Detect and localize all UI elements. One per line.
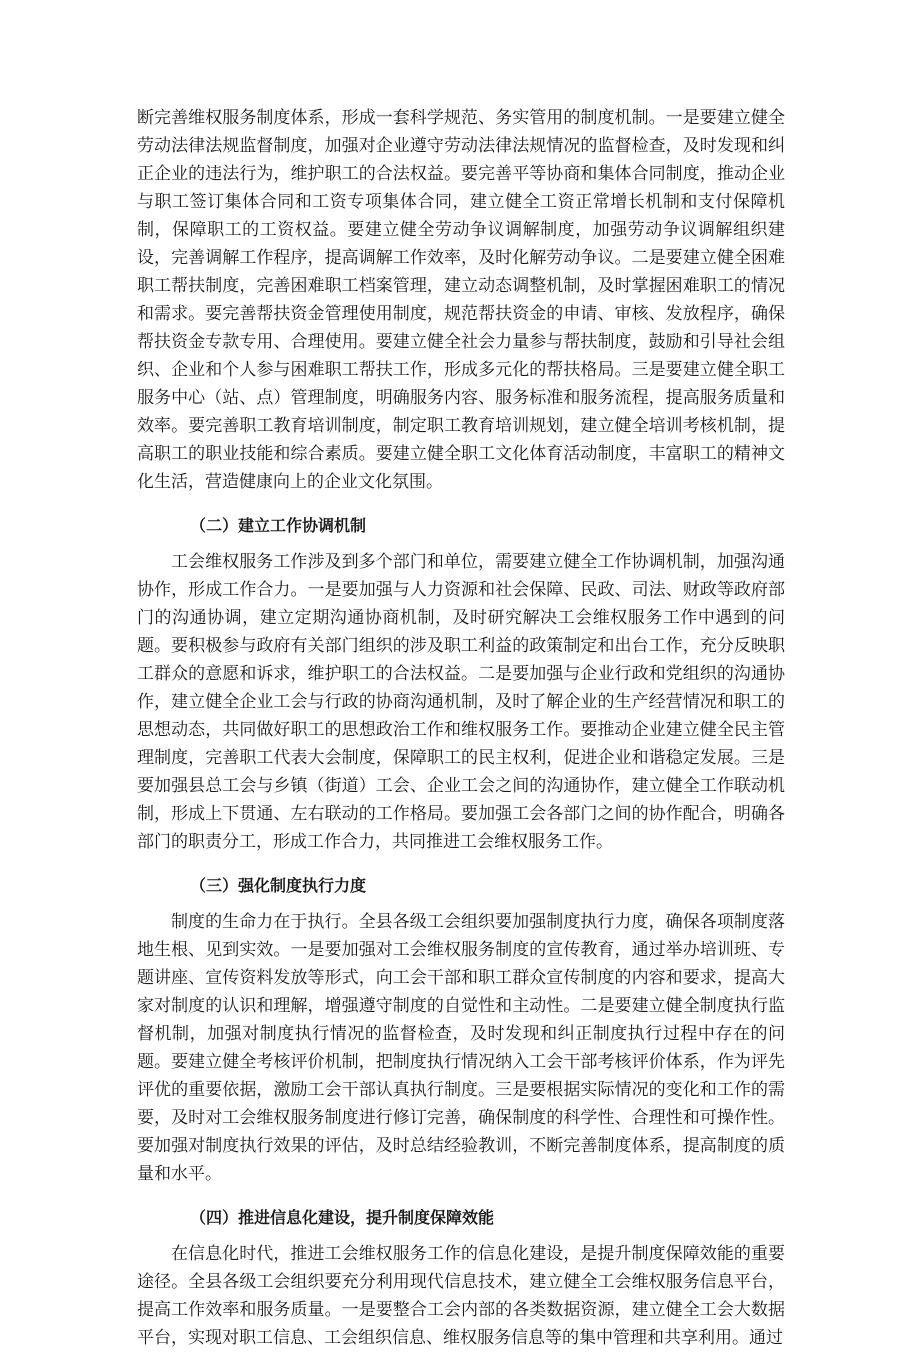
section-spacer (137, 1188, 785, 1194)
section-body-3: 制度的生命力在于执行。全县各级工会组织要加强制度执行力度，确保各项制度落地生根、见到实效。一是要加强对工会维权服务制度的宣传教育，通过举办培训班、专题讲座、宣传资料发放等形式，向工会干部和职工群众宣传制度的内容和要求，提高大家对制度的认识和理解，增强遵守制度的自觉性和主动性。二是要建立健全制度执行监督机制，加强对制度执行情况的监督检查，及时发现和纠正制度执行过程中存在的问题。要建立健全考核评价机制，把制度执行情况纳入工会干部考核评价体系，作为评先评优的重要依据，激励工会干部认真执行制度。三是要根据实际情况的变化和工作的需要，及时对工会维权服务制度进行修订完善，确保制度的科学性、合理性和可操作性。要加强对制度执行效果的评估，及时总结经验教训，不断完善制度体系，提高制度的质量和水平。 (137, 912, 785, 1184)
document-page (137, 104, 785, 1352)
section-heading-3: （三）强化制度执行力度 (190, 876, 367, 895)
intro-paragraph: 断完善维权服务制度体系，形成一套科学规范、务实管用的制度机制。一是要建立健全劳动法律法规监督制度，加强对企业遵守劳动法律法规情况的监督检查，及时发现和纠正企业的违法行为，维护职工的合法权益。要完善平等协商和集体合同制度，推动企业与职工签订集体合同和工资专项集体合同，建立健全工资正常增长机制和支付保障机制，保障职工的工资权益。要建立健全劳动争议调解制度，加强劳动争议调解组织建设，完善调解工作程序，提高调解工作效率，及时化解劳动争议。二是要建立健全困难职工帮扶制度，完善困难职工档案管理，建立动态调整机制，及时掌握困难职工的情况和需求。要完善帮扶资金管理使用制度，规范帮扶资金的申请、审核、发放程序，确保帮扶资金专款专用、合理使用。要建立健全社会力量参与帮扶制度，鼓励和引导社会组织、企业和个人参与困难职工帮扶工作，形成多元化的帮扶格局。三是要建立健全职工服务中心（站、点）管理制度，明确服务内容、服务标准和服务流程，提高服务质量和效率。要完善职工教育培训制度，制定职工教育培训规划，建立健全培训考核机制，提高职工的职业技能和综合素质。要建立健全职工文化体育活动制度，丰富职工的精神文化生活，营造健康向上的企业文化氛围。 (137, 108, 785, 492)
section-spacer (137, 856, 785, 862)
section-spacer (137, 496, 785, 502)
section-body-2: 工会维权服务工作涉及到多个部门和单位，需要建立健全工作协调机制，加强沟通协作，形成工作合力。一是要加强与人力资源和社会保障、民政、司法、财政等政府部门的沟通协调，建立定期沟通协商机制，及时研究解决工会维权服务工作中遇到的问题。要积极参与政府有关部门组织的涉及职工利益的政策制定和出台工作，充分反映职工群众的意愿和诉求，维护职工的合法权益。二是要加强与企业行政和党组织的沟通协作，建立健全企业工会与行政的协商沟通机制，及时了解企业的生产经营情况和职工的思想动态，共同做好职工的思想政治工作和维权服务工作。要推动企业建立健全民主管理制度，完善职工代表大会制度，保障职工的民主权利，促进企业和谐稳定发展。三是要加强县总工会与乡镇（街道）工会、企业工会之间的沟通协作，建立健全工作联动机制，形成上下贯通、左右联动的工作格局。要加强工会各部门之间的协作配合，明确各部门的职责分工，形成工作合力，共同推进工会维权服务工作。 (137, 552, 785, 852)
section-body-4: 在信息化时代，推进工会维权服务工作的信息化建设，是提升制度保障效能的重要途径。全县各级工会组织要充分利用现代信息技术，建立健全工会维权服务信息平台，提高工作效率和服务质量。一是要整合工会内部的各类数据资源，建立健全工会大数据平台，实现对职工信息、工会组织信息、维权服务信息等的集中管理和共享利用。通过 (137, 1244, 785, 1348)
section-heading-2: （二）建立工作协调机制 (190, 516, 367, 535)
section-heading-4: （四）推进信息化建设，提升制度保障效能 (190, 1208, 495, 1227)
